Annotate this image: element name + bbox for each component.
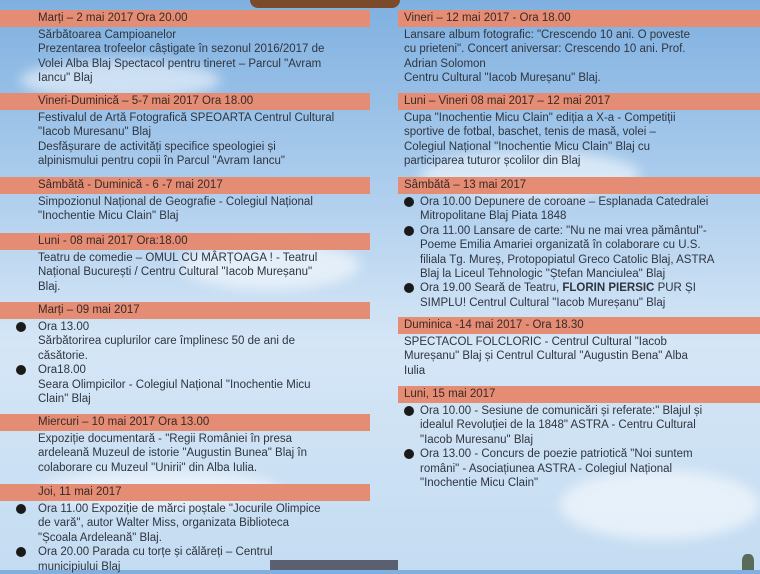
event-date-header: Vineri – 12 mai 2017 - Ora 18.00 xyxy=(398,10,760,27)
performer-name: FLORIN PIERSIC xyxy=(562,282,655,295)
text-line: "Școala Ardeleană" Blaj. xyxy=(38,531,162,544)
event-block xyxy=(398,177,760,310)
event-block xyxy=(0,233,370,294)
text-line: români" - Asociațiunea ASTRA - Colegiul Național xyxy=(420,462,673,475)
text-line: "Inochentie Micu Clain" Blaj xyxy=(38,210,179,223)
text-line: Iancu" Blaj xyxy=(38,72,93,85)
text-line: Blaj la Liceul Tehnologic "Ștefan Manciulea" Blaj xyxy=(420,268,666,281)
event-description xyxy=(0,319,370,406)
text-line: Seara Olimpicilor - Colegiul Național "Inochentie Micu xyxy=(38,378,311,391)
text-line: ardeleană Muzeul de istorie "Augustin Bunea" Blaj în xyxy=(38,447,307,460)
text-line: Mitropolitane Blaj Piata 1848 xyxy=(420,210,567,223)
bulleted-line: Ora 10.00 Depunere de coroane – Esplanada Catedralei xyxy=(420,195,756,209)
text-line: Desfășurare de activități specifice speologiei și xyxy=(38,140,276,153)
line-text: Ora 19.00 Seară de Teatru, xyxy=(420,282,563,295)
text-line: Prezentarea trofeelor câștigate în sezonul 2016/2017 de xyxy=(38,43,325,56)
text-line: SPECTACOL FOLCLORIC - Centrul Cultural "Iacob xyxy=(404,336,667,348)
event-description xyxy=(398,110,760,169)
bulleted-line: Ora 11.00 Lansare de carte: "Nu ne mai vrea pământul"- xyxy=(420,224,756,238)
text-line: Poeme Emilia Amariei organizată în colaborare cu U.S. xyxy=(420,239,701,252)
event-block xyxy=(398,386,760,490)
tree-silhouette xyxy=(742,554,754,570)
event-date-header: Miercuri – 10 mai 2017 Ora 13.00 xyxy=(0,414,370,431)
text-line: Blaj. xyxy=(38,280,61,293)
bulleted-line: Ora 10.00 - Sesiune de comunicări și referate:" Blajul și xyxy=(420,404,756,418)
event-date-header: Luni, 15 mai 2017 xyxy=(398,386,760,403)
event-date-header: Sâmbătă – 13 mai 2017 xyxy=(398,177,760,194)
event-date-header: Luni - 08 mai 2017 Ora:18.00 xyxy=(0,233,370,250)
bulleted-line: Ora 11.00 Expoziție de mărci poștale "Jocurile Olimpice xyxy=(38,502,366,516)
event-description xyxy=(0,110,370,169)
text-line: "Iacob Muresanu" Blaj xyxy=(38,126,152,139)
text-line: Sărbătoarea Campioanelor xyxy=(38,29,177,41)
text-line: Cupa "Inochentie Micu Clain" ediția a X-a - Competiții xyxy=(404,112,676,124)
event-description xyxy=(0,27,370,86)
event-block xyxy=(398,317,760,378)
top-banner-edge xyxy=(250,0,400,8)
text-line: Festivalul de Artă Fotografică SPEOARTA Centrul Cultural xyxy=(38,112,335,124)
event-description xyxy=(398,27,760,86)
text-line: Mureșanu" Blaj și Centrul Cultural "Augustin Bena" Alba xyxy=(404,350,688,363)
text-line: Colegiul Național "Inochentie Micu Clain" Blaj cu xyxy=(404,140,650,153)
text-line: idealul Revoluției de la 1848" ASTRA - Centru Cultural xyxy=(420,419,696,432)
event-date-header: Joi, 11 mai 2017 xyxy=(0,484,370,501)
text-line: colaborare cu Muzeul "Unirii" din Alba Iulia. xyxy=(38,461,258,474)
event-date-header: Duminica -14 mai 2017 - Ora 18.30 xyxy=(398,317,760,334)
text-line: Centru Cultural "Iacob Mureșanu" Blaj. xyxy=(404,72,601,85)
text-line: filiala Tg. Mureș, Protopopiatul Greco Catolic Blaj, ASTRA xyxy=(420,253,715,266)
event-description xyxy=(398,403,760,490)
text-line: cu prieteni". Concert aniversar: Crescendo 10 ani. Prof. xyxy=(404,43,686,56)
text-line: alpinismului pentru copii în Parcul "Avram Iancu" xyxy=(38,155,286,168)
text-line: Iulia xyxy=(404,364,426,377)
text-line: municipiului Blaj xyxy=(38,560,121,573)
bulleted-line xyxy=(420,281,756,295)
event-block xyxy=(398,93,760,169)
bulleted-line: Ora 20.00 Parada cu torțe și călăreți – Centrul xyxy=(38,545,366,559)
text-line: Lansare album fotografic: "Crescendo 10 ani. O poveste xyxy=(404,29,690,41)
text-line: Teatru de comedie – OMUL CU MÂRȚOAGA ! - Teatrul xyxy=(38,252,318,264)
text-line: sportive de fotbal, baschet, tenis de masă, volei – xyxy=(404,126,656,139)
text-line: căsătorie. xyxy=(38,349,88,362)
text-line: "Inochentie Micu Clain" xyxy=(420,477,539,490)
bottom-decoration xyxy=(270,560,398,570)
text-line: Național București / Centru Cultural "Iacob Mureșanu" xyxy=(38,266,313,279)
event-block xyxy=(0,302,370,406)
event-block xyxy=(0,414,370,475)
event-block xyxy=(0,177,370,224)
text-line: Adrian Solomon xyxy=(404,57,486,70)
event-description xyxy=(398,334,760,378)
text-line: "Iacob Muresanu" Blaj xyxy=(420,433,534,446)
line-text: PUR ȘI xyxy=(654,282,696,295)
text-line: de vară", autor Walter Miss, organizata Biblioteca xyxy=(38,517,290,530)
event-date-header: Sâmbătă - Duminică - 6 -7 mai 2017 xyxy=(0,177,370,194)
bulleted-line: Ora 13.00 xyxy=(38,320,366,334)
event-description xyxy=(0,250,370,294)
event-block xyxy=(398,10,760,86)
event-description xyxy=(0,194,370,224)
text-line: SIMPLU! Centrul Cultural "Iacob Mureșanu" Blaj xyxy=(420,296,666,309)
event-description xyxy=(0,431,370,475)
bulleted-line: Ora 13.00 - Concurs de poezie patriotică "Noi suntem xyxy=(420,447,756,461)
event-date-header: Luni – Vineri 08 mai 2017 – 12 mai 2017 xyxy=(398,93,760,110)
event-block xyxy=(0,93,370,169)
text-line: participarea tuturor școlilor din Blaj xyxy=(404,155,581,168)
text-line: Simpozionul Național de Geografie - Colegiul Național xyxy=(38,196,313,208)
text-line: Expoziție documentară - "Regii României în presa xyxy=(38,433,293,445)
event-date-header: Vineri-Duminică – 5-7 mai 2017 Ora 18.00 xyxy=(0,93,370,110)
bulleted-line: Ora18.00 xyxy=(38,363,366,377)
text-line: Volei Alba Blaj Spectacol pentru tineret – Parcul "Avram xyxy=(38,57,322,70)
event-date-header: Marți – 09 mai 2017 xyxy=(0,302,370,319)
text-line: Sărbătorirea cuplurilor care împlinesc 50 de ani de xyxy=(38,335,295,348)
event-block xyxy=(0,10,370,86)
event-description xyxy=(398,194,760,310)
text-line: Clain" Blaj xyxy=(38,393,91,406)
event-date-header: Marți – 2 mai 2017 Ora 20.00 xyxy=(0,10,370,27)
